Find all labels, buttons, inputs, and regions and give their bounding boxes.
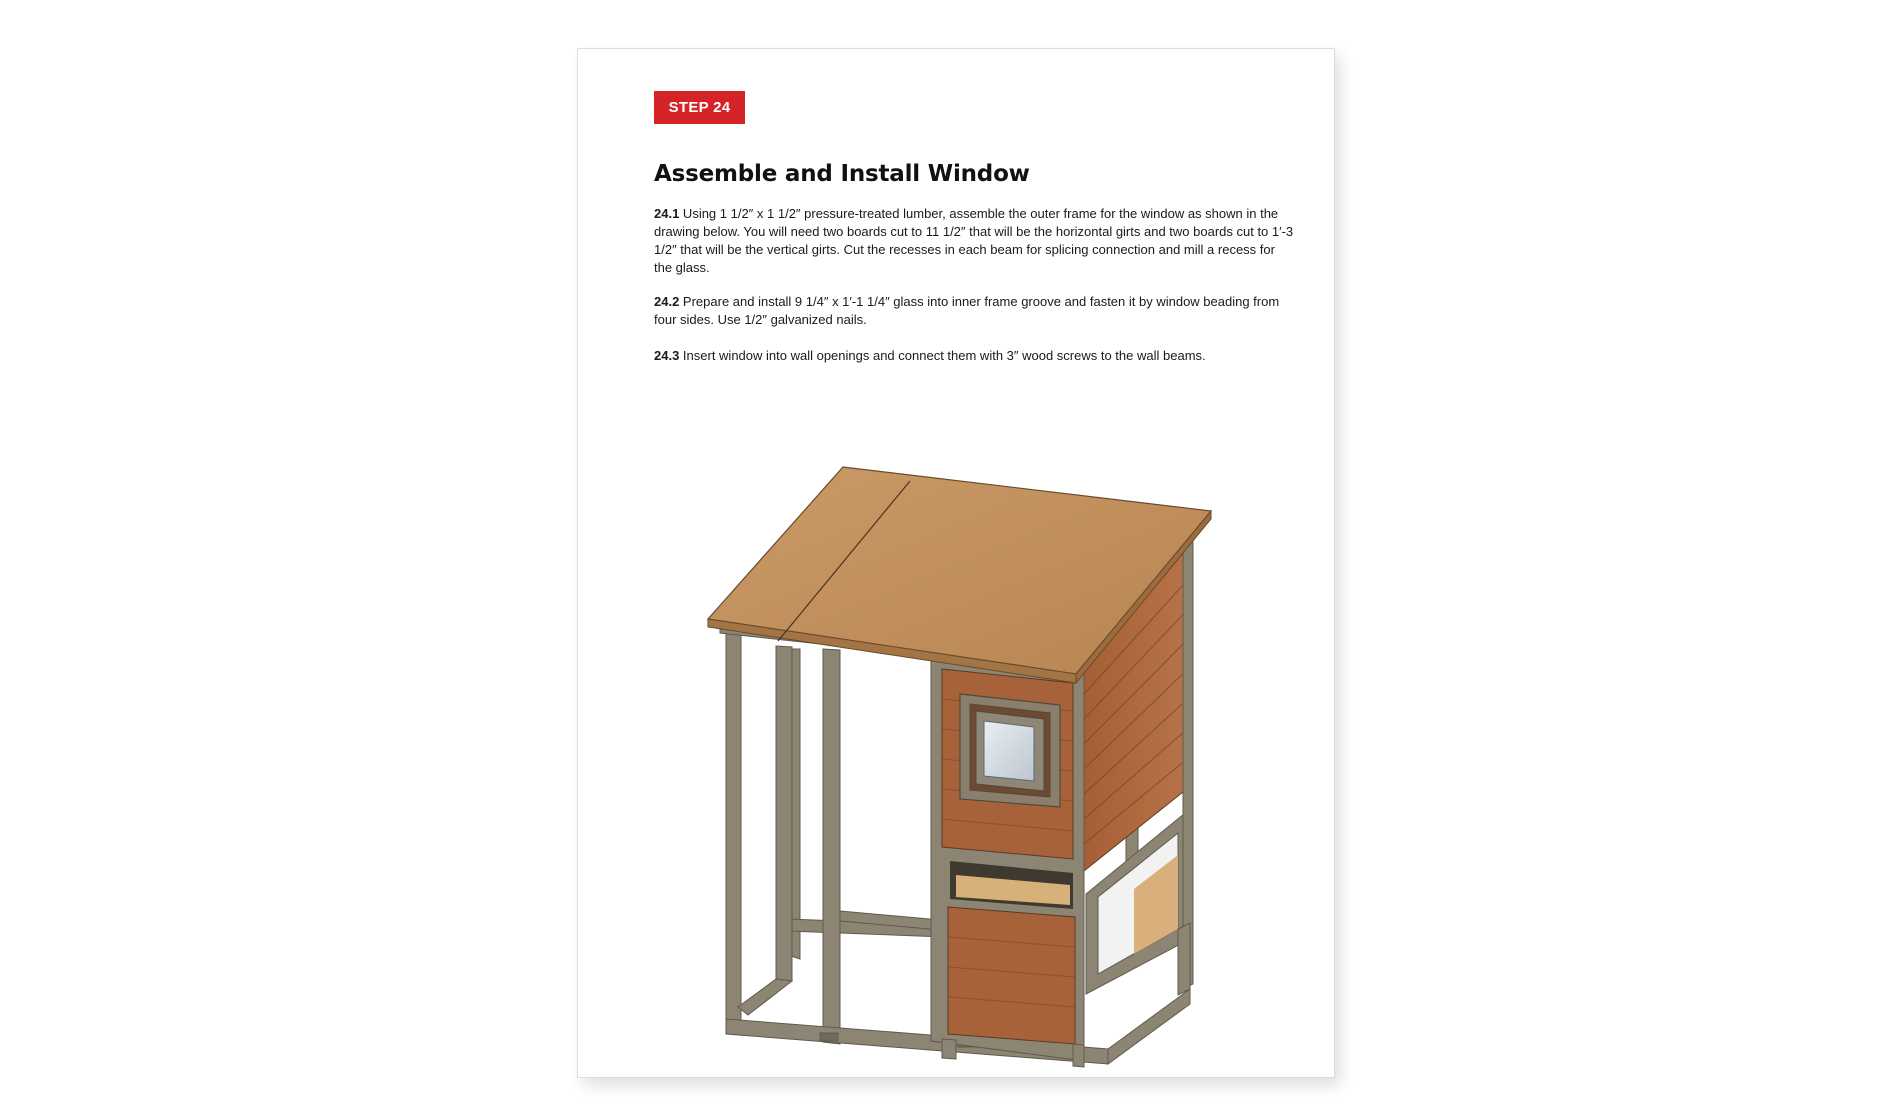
document-page: [577, 48, 1335, 1078]
step-number: 24.2: [654, 294, 680, 309]
window-glass: [984, 721, 1034, 781]
step-number: 24.3: [654, 348, 680, 363]
instruction-text: Using 1 1/2″ x 1 1/2″ pressure-treated lumber, assemble the outer frame for the window as shown in the drawing below. You will need two boards cut to 11 1/2″ that will be the horizontal girts and two boards cut to 1′-3 1/2″ that will be the vertical girts. Cut the recesses in each beam for splicing connection and mill a recess for the glass.: [654, 206, 1294, 275]
step-badge: STEP 24: [654, 91, 745, 124]
coop-front-wall: [931, 654, 1084, 1067]
step-number: 24.1: [654, 206, 680, 221]
instruction-text: Prepare and install 9 1/4″ x 1′-1 1/4″ glass into inner frame groove and fasten it by window beading from four sides. Use 1/2″ galvanized nails.: [654, 294, 1280, 327]
instruction-text: Insert window into wall openings and connect them with 3″ wood screws to the wall beams.: [679, 348, 1206, 363]
page-title: Assemble and Install Window: [654, 161, 1030, 187]
coop-illustration: [578, 49, 1336, 1079]
